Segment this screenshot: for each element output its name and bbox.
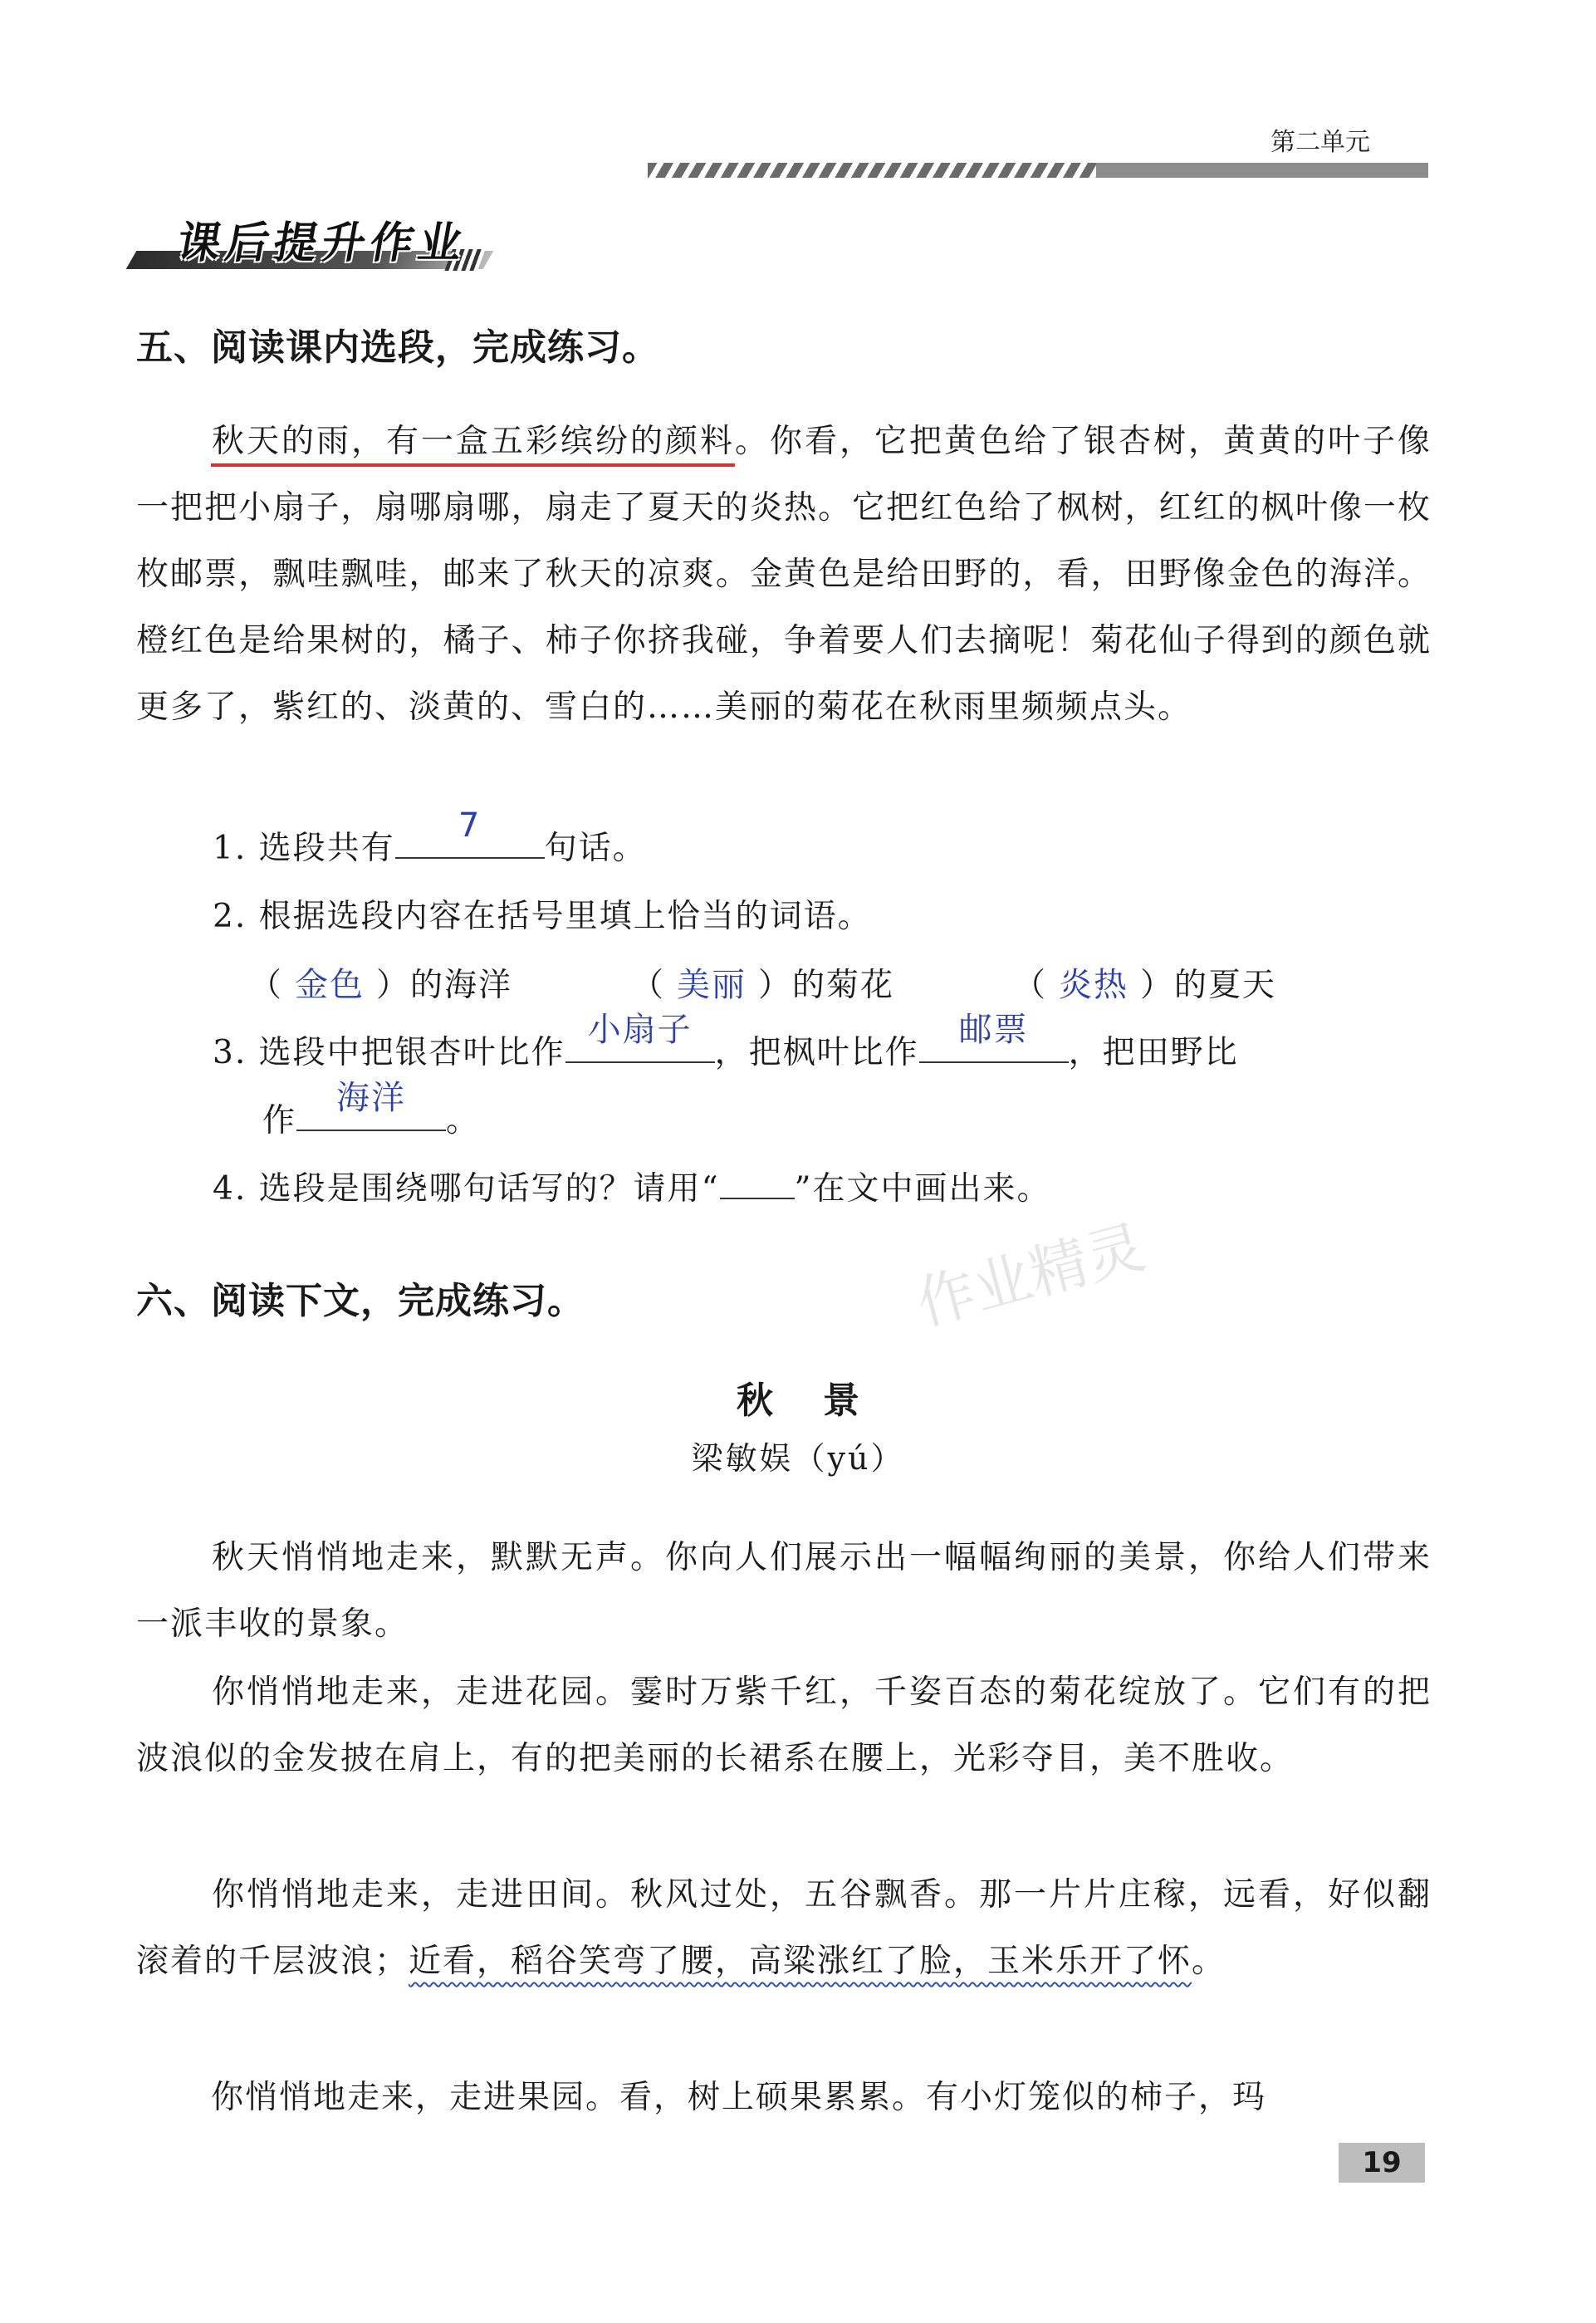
q2-item-2: （ 美丽 ）的菊花 bbox=[631, 966, 895, 1004]
q2-item-1: （ 金色 ）的海洋 bbox=[249, 966, 513, 1004]
q1-prefix: 1. 选段共有 bbox=[213, 830, 395, 867]
question-3-line1: 3. 选段中把银杏叶比作 小扇子 ，把枫叶比作 邮票 ，把田野比 bbox=[213, 1011, 1239, 1071]
story-author: 梁敏娱（yú） bbox=[691, 1440, 905, 1477]
topic-sentence: 秋天的雨，有一盒五彩缤纷的颜料 bbox=[211, 423, 735, 467]
q2-answer-1[interactable]: 金色 bbox=[295, 966, 365, 1004]
page-number: 19 bbox=[1339, 2143, 1425, 2183]
unit-label: 第二单元 bbox=[1270, 128, 1370, 157]
q2-item-3: （ 炎热 ）的夏天 bbox=[1013, 966, 1277, 1004]
section5-passage bbox=[136, 409, 1432, 741]
wavy-underlined-sentence: 近看，稻谷笑弯了腰，高粱涨红了脸，玉米乐开了怀 bbox=[409, 1943, 1192, 1980]
section6-heading: 六、阅读下文，完成练习。 bbox=[136, 1280, 585, 1322]
q2-answer-3[interactable]: 炎热 bbox=[1059, 966, 1129, 1004]
story-paragraph-4: 你悄悄地走来，走进果园。看，树上硕果累累。有小灯笼似的柿子，玛 bbox=[211, 2079, 1267, 2116]
question-1 bbox=[213, 806, 647, 882]
story-title: 秋景 bbox=[737, 1380, 909, 1422]
question-2-prompt: 2. 根据选段内容在括号里填上恰当的词语。 bbox=[213, 898, 872, 935]
q1-answer: 7 bbox=[458, 806, 482, 845]
passage-text: 。你看，它把黄色给了银杏树，黄黄的叶子像一把把小扇子，扇哪扇哪，扇走了夏天的炎热。它把红色给了枫树，红红的枫叶像一枚枚邮票，飘哇飘哇，邮来了秋天的凉爽。金黄色是给田野的，看，田野像金色的海洋。橙红色是给果树的，橘子、柿子你挤我碰，争着要人们去摘呢！菊花仙子得到的颜色就更多了，紫红的、淡黄的、雪白的……美丽的菊花在秋雨里频频点头。 bbox=[136, 423, 1432, 726]
story-paragraph-3: 你悄悄地走来，走进田间。秋风过处，五谷飘香。那一片片庄稼，远看，好似翻滚着的千层波浪；近看，稻谷笑弯了腰，高粱涨红了脸，玉米乐开了怀。 bbox=[136, 1876, 1432, 1980]
story-paragraph-2: 你悄悄地走来，走进花园。霎时万紫千红，千姿百态的菊花绽放了。它们有的把波浪似的金发披在肩上，有的把美丽的长裙系在腰上，光彩夺目，美不胜收。 bbox=[136, 1674, 1432, 1777]
q4-line-sample bbox=[720, 1173, 795, 1199]
q3-blank-1[interactable]: 小扇子 bbox=[565, 1028, 715, 1063]
q3-blank-3[interactable]: 海洋 bbox=[296, 1096, 446, 1131]
q3-blank-2[interactable]: 邮票 bbox=[919, 1028, 1069, 1063]
question-3-line2: 作 海洋 。 bbox=[262, 1079, 481, 1139]
watermark: 作业精灵 bbox=[909, 1212, 1153, 1339]
q1-blank[interactable] bbox=[395, 806, 545, 859]
section5-heading: 五、阅读课内选段，完成练习。 bbox=[136, 326, 659, 369]
story-paragraph-1: 秋天悄悄地走来，默默无声。你向人们展示出一幅幅绚丽的美景，你给人们带来一派丰收的景象。 bbox=[136, 1539, 1432, 1643]
q1-suffix: 句话。 bbox=[544, 830, 647, 867]
q2-answer-2[interactable]: 美丽 bbox=[677, 966, 747, 1004]
banner-title: 课后提升作业 bbox=[173, 218, 472, 268]
header-stripe-solid bbox=[1096, 163, 1428, 178]
question-4: 4. 选段是围绕哪句话写的？请用“ ”在文中画出来。 bbox=[213, 1170, 1051, 1208]
